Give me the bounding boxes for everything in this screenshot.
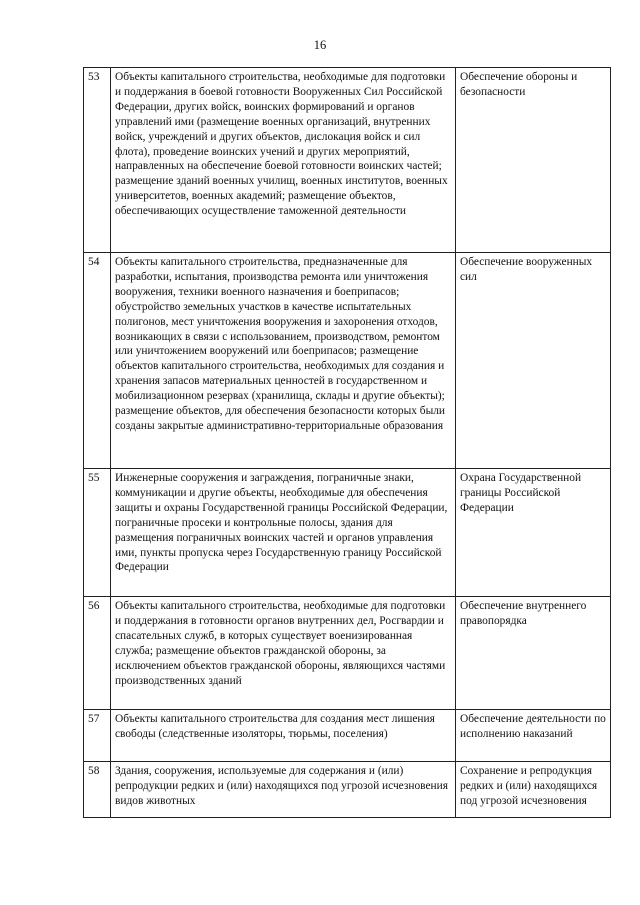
row-purpose: Обеспечение обороны и безопасности bbox=[456, 68, 611, 253]
table-row bbox=[84, 762, 611, 818]
row-description: Объекты капитального строительства для создания мест лишения свободы (следственные изоляторы, тюрьмы, поселения) bbox=[111, 710, 456, 762]
row-description: Здания, сооружения, используемые для содержания и (или) репродукции редких и (или) находящихся под угрозой исчезновения видов животных bbox=[111, 762, 456, 818]
page-number: 16 bbox=[313, 38, 327, 52]
table-row bbox=[84, 68, 611, 253]
table-row bbox=[84, 597, 611, 710]
land-use-table bbox=[83, 67, 611, 818]
row-number: 54 bbox=[84, 253, 111, 469]
row-number: 57 bbox=[84, 710, 111, 762]
table-row bbox=[84, 710, 611, 762]
row-purpose: Охрана Государственной границы Российской Федерации bbox=[456, 469, 611, 597]
row-number: 58 bbox=[84, 762, 111, 818]
row-purpose: Сохранение и репродукция редких и (или) находящихся под угрозой исчезновения bbox=[456, 762, 611, 818]
row-description: Объекты капитального строительства, необходимые для подготовки и поддержания в готовности органов внутренних дел, Росгвардии и спасательных служб, в которых существует военизированная служба; размещение объектов гражданской обороны, за исключением объектов гражданской обороны, являющихся частями производственных зданий bbox=[111, 597, 456, 710]
row-purpose: Обеспечение вооруженных сил bbox=[456, 253, 611, 469]
table-row bbox=[84, 469, 611, 597]
row-purpose: Обеспечение деятельности по исполнению наказаний bbox=[456, 710, 611, 762]
row-number: 53 bbox=[84, 68, 111, 253]
row-description: Объекты капитального строительства, предназначенные для разработки, испытания, производства ремонта или уничтожения вооружения, техники военного назначения и боеприпасов; обустройство земельных участков в качестве испытательных полигонов, мест уничтожения вооружения и захоронения отходов, возникающих в связи с использованием, производством, ремонтом или уничтожением вооружений или боеприпасов; размещение объектов капитального строительства, необходимых для создания и хранения запасов материальных ценностей в государственном и мобилизационном резервах (хранилища, склады и другие объекты); размещение объектов, для обеспечения безопасности которых были созданы закрытые административно-территориальные образования bbox=[111, 253, 456, 469]
table-row bbox=[84, 253, 611, 469]
row-purpose: Обеспечение внутреннего правопорядка bbox=[456, 597, 611, 710]
row-description: Инженерные сооружения и заграждения, пограничные знаки, коммуникации и другие объекты, необходимые для обеспечения защиты и охраны Государственной границы Российской Федерации, пограничные просеки и контрольные полосы, здания для размещения пограничных воинских частей и органов управления ими, пункты пропуска через Государственную границу Российской Федерации bbox=[111, 469, 456, 597]
row-number: 55 bbox=[84, 469, 111, 597]
row-description: Объекты капитального строительства, необходимые для подготовки и поддержания в боевой готовности Вооруженных Сил Российской Федерации, других войск, воинских формирований и органов управлений ими (размещение военных организаций, внутренних войск, учреждений и других объектов, дислокация войск и сил флота), проведение воинских учений и других мероприятий, направленных на обеспечение боевой готовности воинских частей; размещение зданий военных училищ, военных институтов, военных университетов, военных академий; размещение объектов, обеспечивающих осуществление таможенной деятельности bbox=[111, 68, 456, 253]
row-number: 56 bbox=[84, 597, 111, 710]
